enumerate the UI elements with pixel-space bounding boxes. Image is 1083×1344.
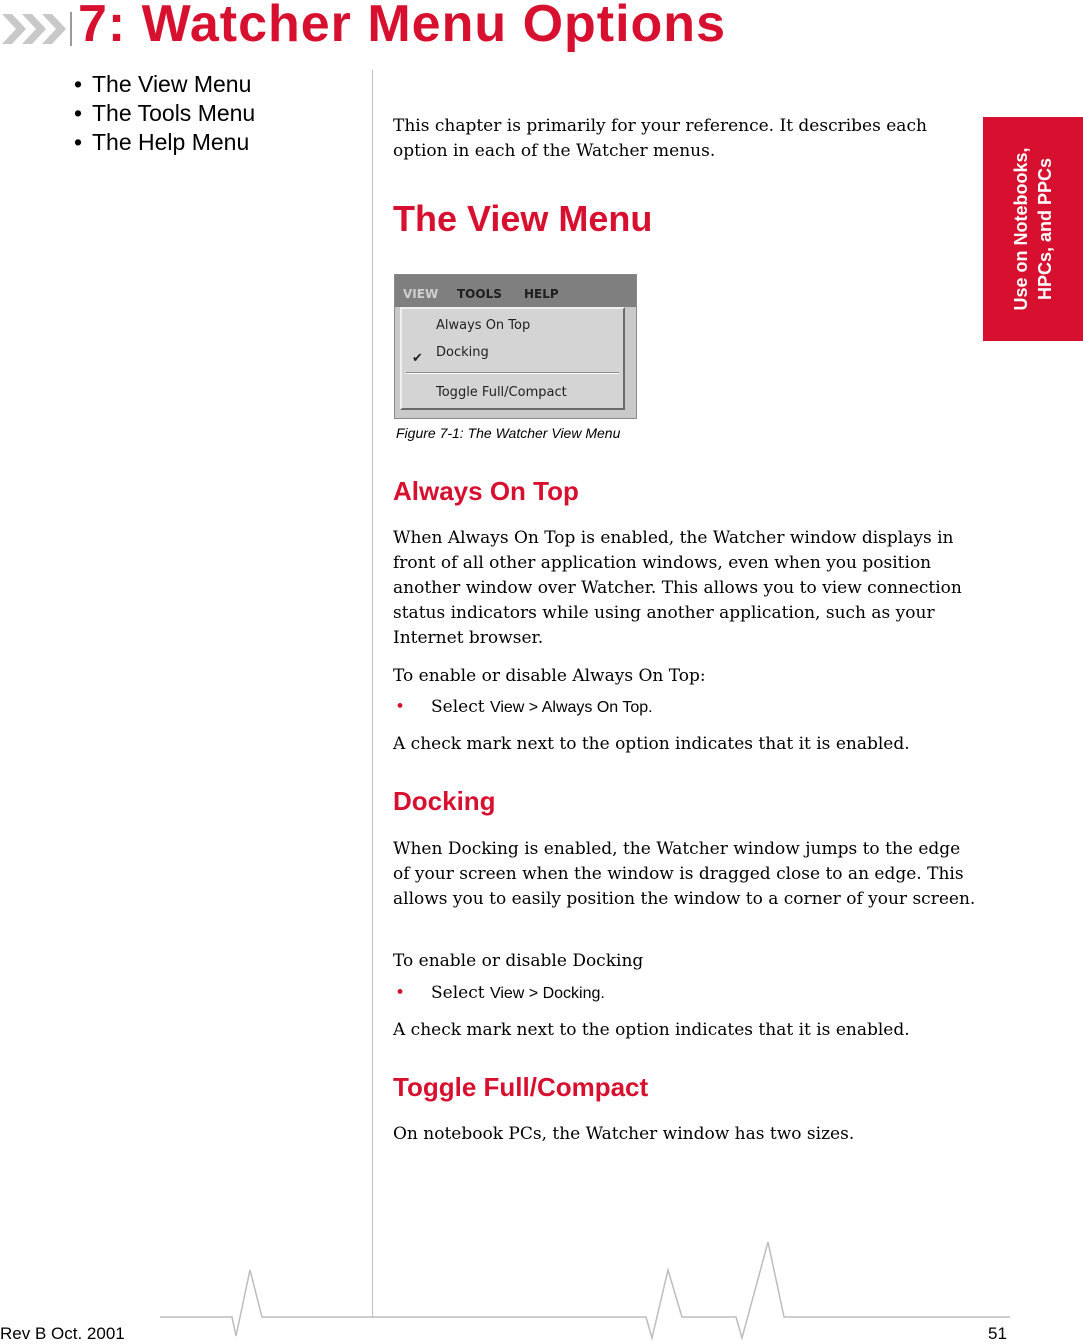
figure-caption: Figure 7-1: The Watcher View Menu (396, 425, 621, 441)
figure-menu-help: HELP (524, 287, 559, 301)
side-tab-line-2: HPCs, and PPCs (1035, 157, 1055, 301)
docking-description: When Docking is enabled, the Watcher window jumps to the edge of your screen when the window is dragged close to an edge. This allows you to easily position the window to a corner of your screen. (393, 839, 976, 909)
figure-item-always-on-top: Always On Top (436, 318, 531, 333)
always-on-top-instruction: To enable or disable Always On Top: (393, 666, 706, 686)
figure-menu-view: VIEW (403, 287, 439, 301)
toc-item-tools-menu[interactable]: • The Tools Menu (74, 99, 255, 128)
bullet-icon: • (395, 697, 406, 717)
chapter-toc (74, 70, 255, 157)
docking-heading: Docking (393, 786, 496, 816)
figure-menu-tools: TOOLS (457, 287, 502, 301)
chapter-title: 7: Watcher Menu Options (78, 0, 726, 53)
toc-item-help-menu[interactable]: • The Help Menu (74, 128, 255, 157)
always-on-top-description: When Always On Top is enabled, the Watcher window displays in front of all other application windows, even when you position another window over Watcher. This allows you to view connection status indicators while using another application, such as your Internet browser. (393, 528, 962, 648)
footer-revision: Rev B Oct. 2001 (0, 1324, 125, 1343)
figure-separator (406, 372, 619, 374)
menu-path: View > Docking. (489, 985, 605, 1002)
menu-path: View > Always On Top. (489, 699, 653, 716)
figure-menu-bar (395, 275, 636, 307)
page-number: 51 (988, 1324, 1007, 1343)
docking-instruction: To enable or disable Docking (393, 951, 644, 971)
figure-item-docking: Docking (436, 345, 489, 360)
intro-paragraph: This chapter is primarily for your reference. It describes each option in each of the Watcher menus. (393, 116, 927, 161)
toggle-heading: Toggle Full/Compact (393, 1072, 649, 1102)
always-on-top-step (395, 695, 653, 720)
always-on-top-note: A check mark next to the option indicates that it is enabled. (393, 734, 910, 754)
always-on-top-heading: Always On Top (393, 476, 579, 506)
step-prefix: Select (431, 983, 490, 1003)
toggle-description: On notebook PCs, the Watcher window has two sizes. (393, 1124, 855, 1144)
section-side-tab (983, 117, 1083, 341)
figure-dropdown (400, 307, 625, 410)
figure-item-toggle: Toggle Full/Compact (436, 385, 567, 400)
column-divider (372, 70, 373, 1318)
side-tab-line-1: Use on Notebooks, (1011, 147, 1031, 311)
view-menu-heading: The View Menu (393, 198, 653, 239)
docking-note: A check mark next to the option indicates that it is enabled. (393, 1020, 910, 1040)
chapter-arrows-graphic (0, 6, 80, 52)
footer-heartbeat-line (0, 1240, 1083, 1343)
toc-item-view-menu[interactable]: • The View Menu (74, 70, 255, 99)
step-prefix: Select (431, 697, 490, 717)
check-mark-icon: ✔ (412, 351, 423, 366)
docking-step (395, 981, 605, 1006)
view-menu-figure (394, 274, 637, 419)
bullet-icon: • (395, 983, 406, 1003)
